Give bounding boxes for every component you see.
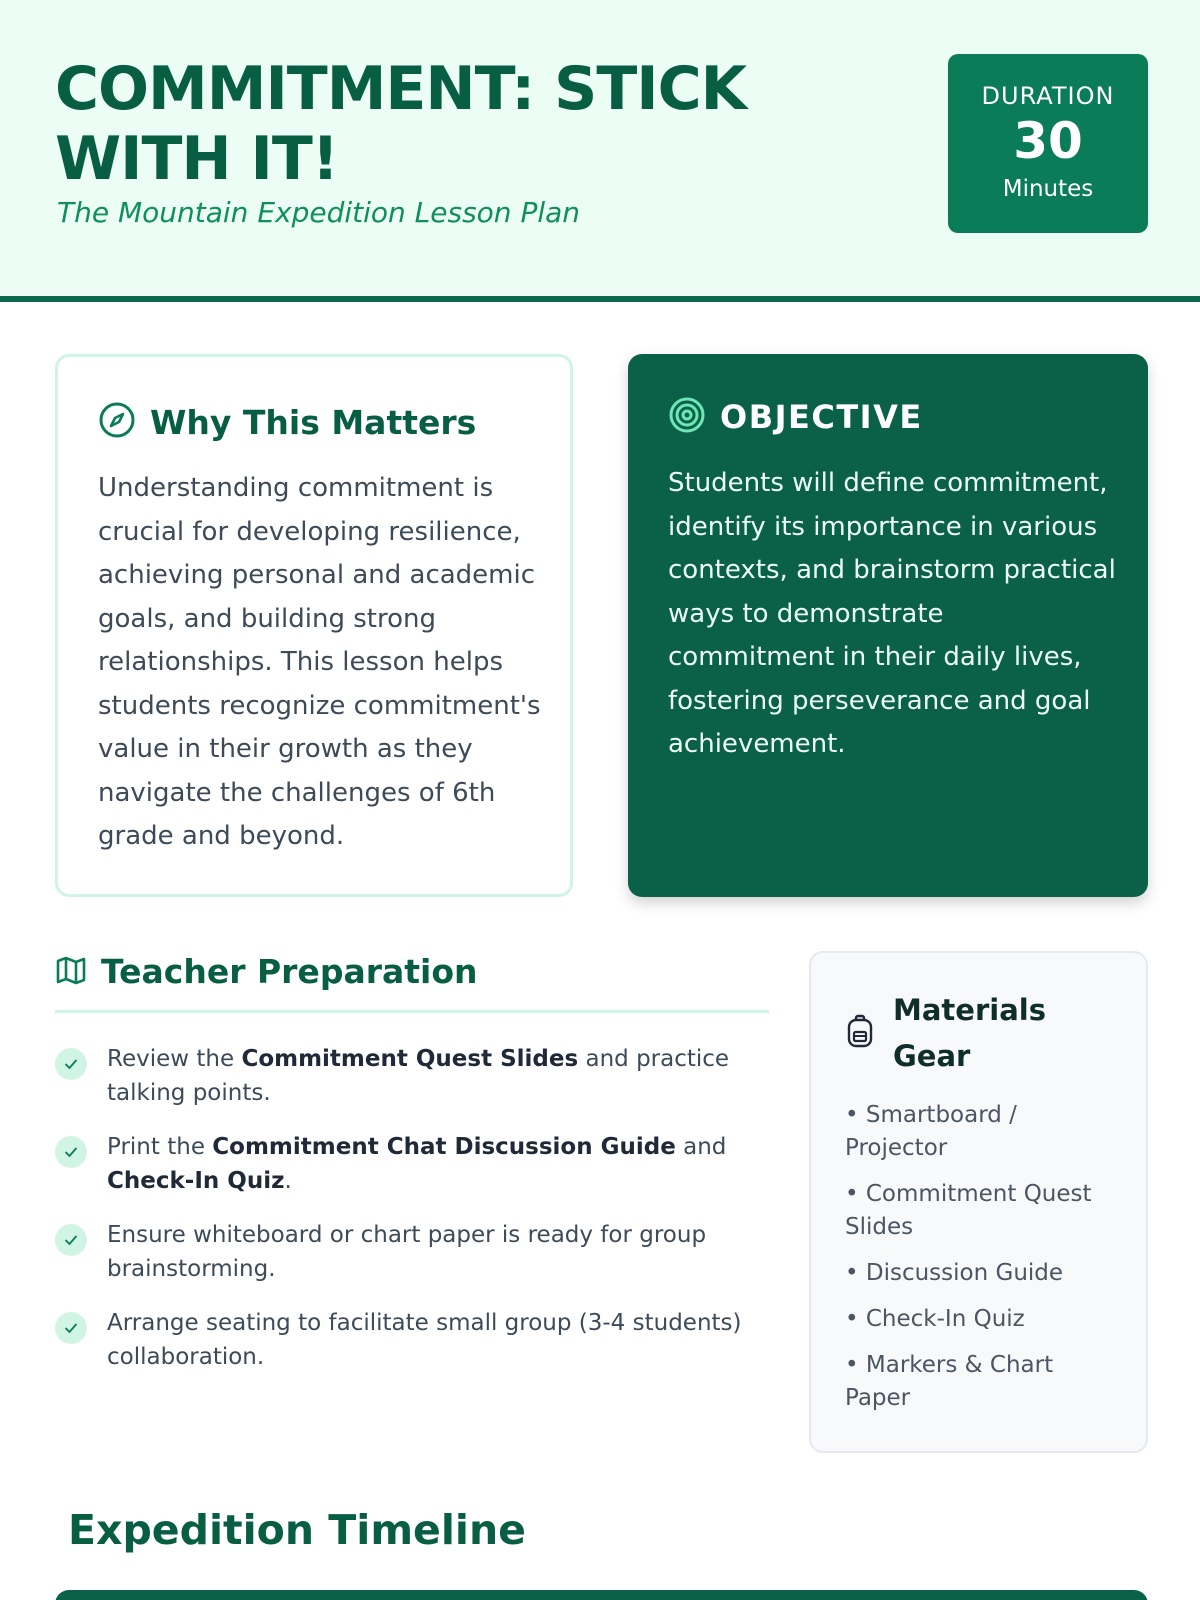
prep-item (55, 1218, 770, 1286)
teacher-prep-header (55, 952, 478, 991)
check-icon (55, 1048, 87, 1080)
duration-label: DURATION (981, 82, 1115, 110)
timeline-card-top (55, 1590, 1148, 1600)
objective-body: Students will define commitment, identify its importance in various contexts, and brainstorm practical ways to demonstrate commitment in their daily lives, fostering perseverance and goal achievement. (668, 468, 1116, 759)
prep-item-text: Ensure whiteboard or chart paper is ready for group brainstorming. (107, 1222, 707, 1282)
objective-heading: OBJECTIVE (720, 398, 923, 436)
objective-card-header (668, 396, 923, 438)
prep-item (55, 1042, 770, 1110)
prep-item-text: Arrange seating to facilitate small group (3-4 students) collaboration. (107, 1310, 742, 1370)
check-icon (55, 1312, 87, 1344)
why-this-matters-card (55, 354, 573, 897)
teacher-prep-list (55, 1042, 770, 1394)
materials-item: • Check-In Quiz (845, 1306, 1025, 1332)
target-icon (668, 396, 706, 438)
materials-heading: Materials Gear (893, 993, 1046, 1073)
teacher-prep-heading: Teacher Preparation (101, 952, 478, 991)
materials-item: • Commitment Quest Slides (845, 1181, 1092, 1240)
prep-item (55, 1130, 770, 1198)
objective-card (628, 354, 1148, 897)
duration-badge (948, 54, 1148, 233)
why-heading: Why This Matters (150, 402, 477, 442)
compass-icon (98, 401, 136, 443)
map-icon (55, 954, 87, 990)
materials-header (845, 987, 1073, 1079)
timeline-heading: Expedition Timeline (68, 1506, 526, 1554)
page-subtitle: The Mountain Expedition Lesson Plan (57, 196, 581, 229)
duration-unit: Minutes (1002, 176, 1094, 202)
why-body: Understanding commitment is crucial for developing resilience, achieving personal and academic goals, and building strong relationships. This lesson helps students recognize commitment's value in their growth as they navigate the challenges of 6th grade and beyond. (98, 473, 541, 851)
materials-item: • Smartboard / Projector (845, 1102, 1017, 1161)
prep-item-text: Review the Commitment Quest Slides and practice talking points. (107, 1046, 730, 1106)
materials-item: • Discussion Guide (845, 1260, 1064, 1286)
materials-item: • Markers & Chart Paper (845, 1352, 1054, 1411)
section-divider (55, 1010, 769, 1013)
page-title: COMMITMENT: STICK WITH IT! (55, 54, 747, 194)
prep-item-text: Print the Commitment Chat Discussion Guide and Check-In Quiz. (107, 1134, 727, 1194)
why-card-header (98, 401, 476, 443)
check-icon (55, 1224, 87, 1256)
prep-item (55, 1306, 770, 1374)
materials-card (809, 951, 1148, 1453)
duration-value: 30 (1013, 112, 1083, 170)
check-icon (55, 1136, 87, 1168)
materials-list (845, 1099, 1125, 1428)
backpack-icon (845, 1014, 875, 1052)
page-header (0, 0, 1200, 302)
